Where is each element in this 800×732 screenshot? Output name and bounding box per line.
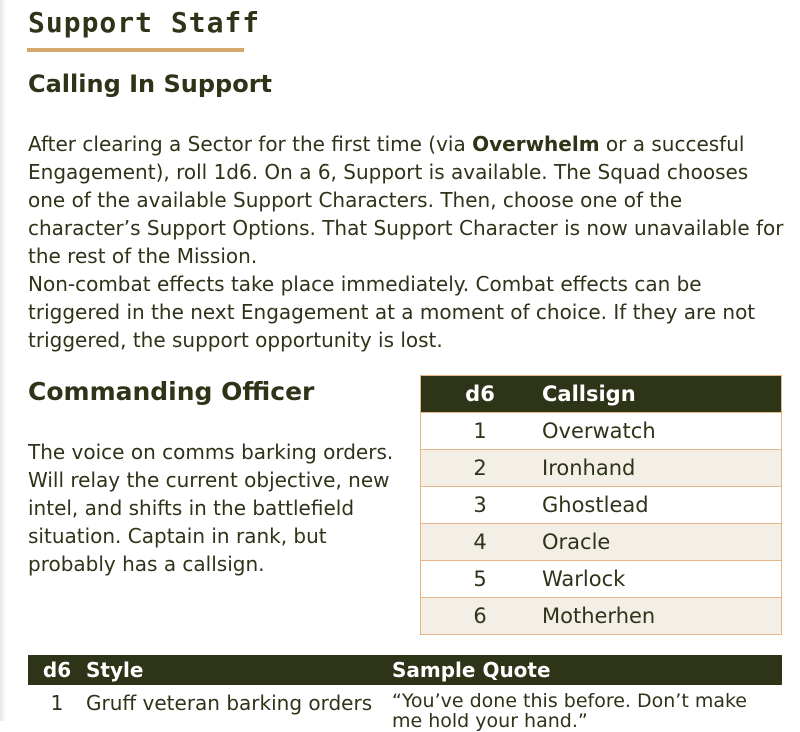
intro-text-start: After clearing a Sector for the first time (via: [28, 132, 473, 156]
d6-cell: 5: [421, 561, 540, 598]
column-header-style: Style: [86, 655, 392, 685]
style-table: [28, 655, 782, 731]
page-title: Support Staff: [28, 6, 261, 39]
callsign-cell: Ironhand: [539, 450, 782, 487]
callsign-cell: Motherhen: [539, 598, 782, 635]
combat-effects-text: Non-combat effects take place immediately. Combat effects can be triggered in the next Engagement at a moment of choice. If they are not triggered, the support opportunity is lost.: [28, 272, 756, 352]
calling-in-support-heading: Calling In Support: [28, 70, 273, 98]
title-underline: [27, 48, 244, 52]
column-header-d6: d6: [28, 655, 86, 685]
page-edge-shadow: [0, 0, 6, 721]
d6-cell: 1: [421, 413, 540, 450]
callsign-cell: Ghostlead: [539, 487, 782, 524]
table-row: [421, 487, 782, 524]
commanding-officer-description: The voice on comms barking orders. Will relay the current objective, new intel, and shifts in the battlefield situation. Captain in rank, but probably has a callsign.: [28, 440, 394, 576]
intro-text-end: or a succesful Engagement), roll 1d6. On a 6, Support is available. The Squad chooses one of the available Support Characters. Then, choose one of the character’s Support Options. That Support Character is now unavailable for the rest of the Mission.: [28, 132, 784, 268]
column-header-d6: d6: [421, 376, 540, 413]
d6-cell: 4: [421, 524, 540, 561]
callsign-table: [420, 375, 782, 635]
table-row: [421, 413, 782, 450]
quote-cell: “You’ve done this before. Don’t make me hold your hand.”: [392, 690, 747, 732]
d6-cell: 1: [50, 691, 64, 715]
column-header-sample-quote: Sample Quote: [392, 655, 782, 685]
d6-cell: 6: [421, 598, 540, 635]
table-row: [28, 685, 782, 731]
callsign-cell: Warlock: [539, 561, 782, 598]
d6-cell: 3: [421, 487, 540, 524]
callsign-cell: Overwatch: [539, 413, 782, 450]
style-table-header: [28, 655, 782, 685]
d6-cell: 2: [421, 450, 540, 487]
table-row: [421, 598, 782, 635]
callsign-cell: Oracle: [539, 524, 782, 561]
overwhelm-keyword: Overwhelm: [472, 132, 600, 156]
table-row: [421, 561, 782, 598]
table-row: [421, 450, 782, 487]
callsign-table-header: [421, 376, 782, 413]
style-cell: Gruff veteran barking orders: [86, 691, 373, 715]
table-row: [421, 524, 782, 561]
calling-in-support-text: [28, 130, 788, 354]
column-header-callsign: Callsign: [539, 376, 782, 413]
commanding-officer-heading: Commanding Officer: [28, 377, 315, 406]
